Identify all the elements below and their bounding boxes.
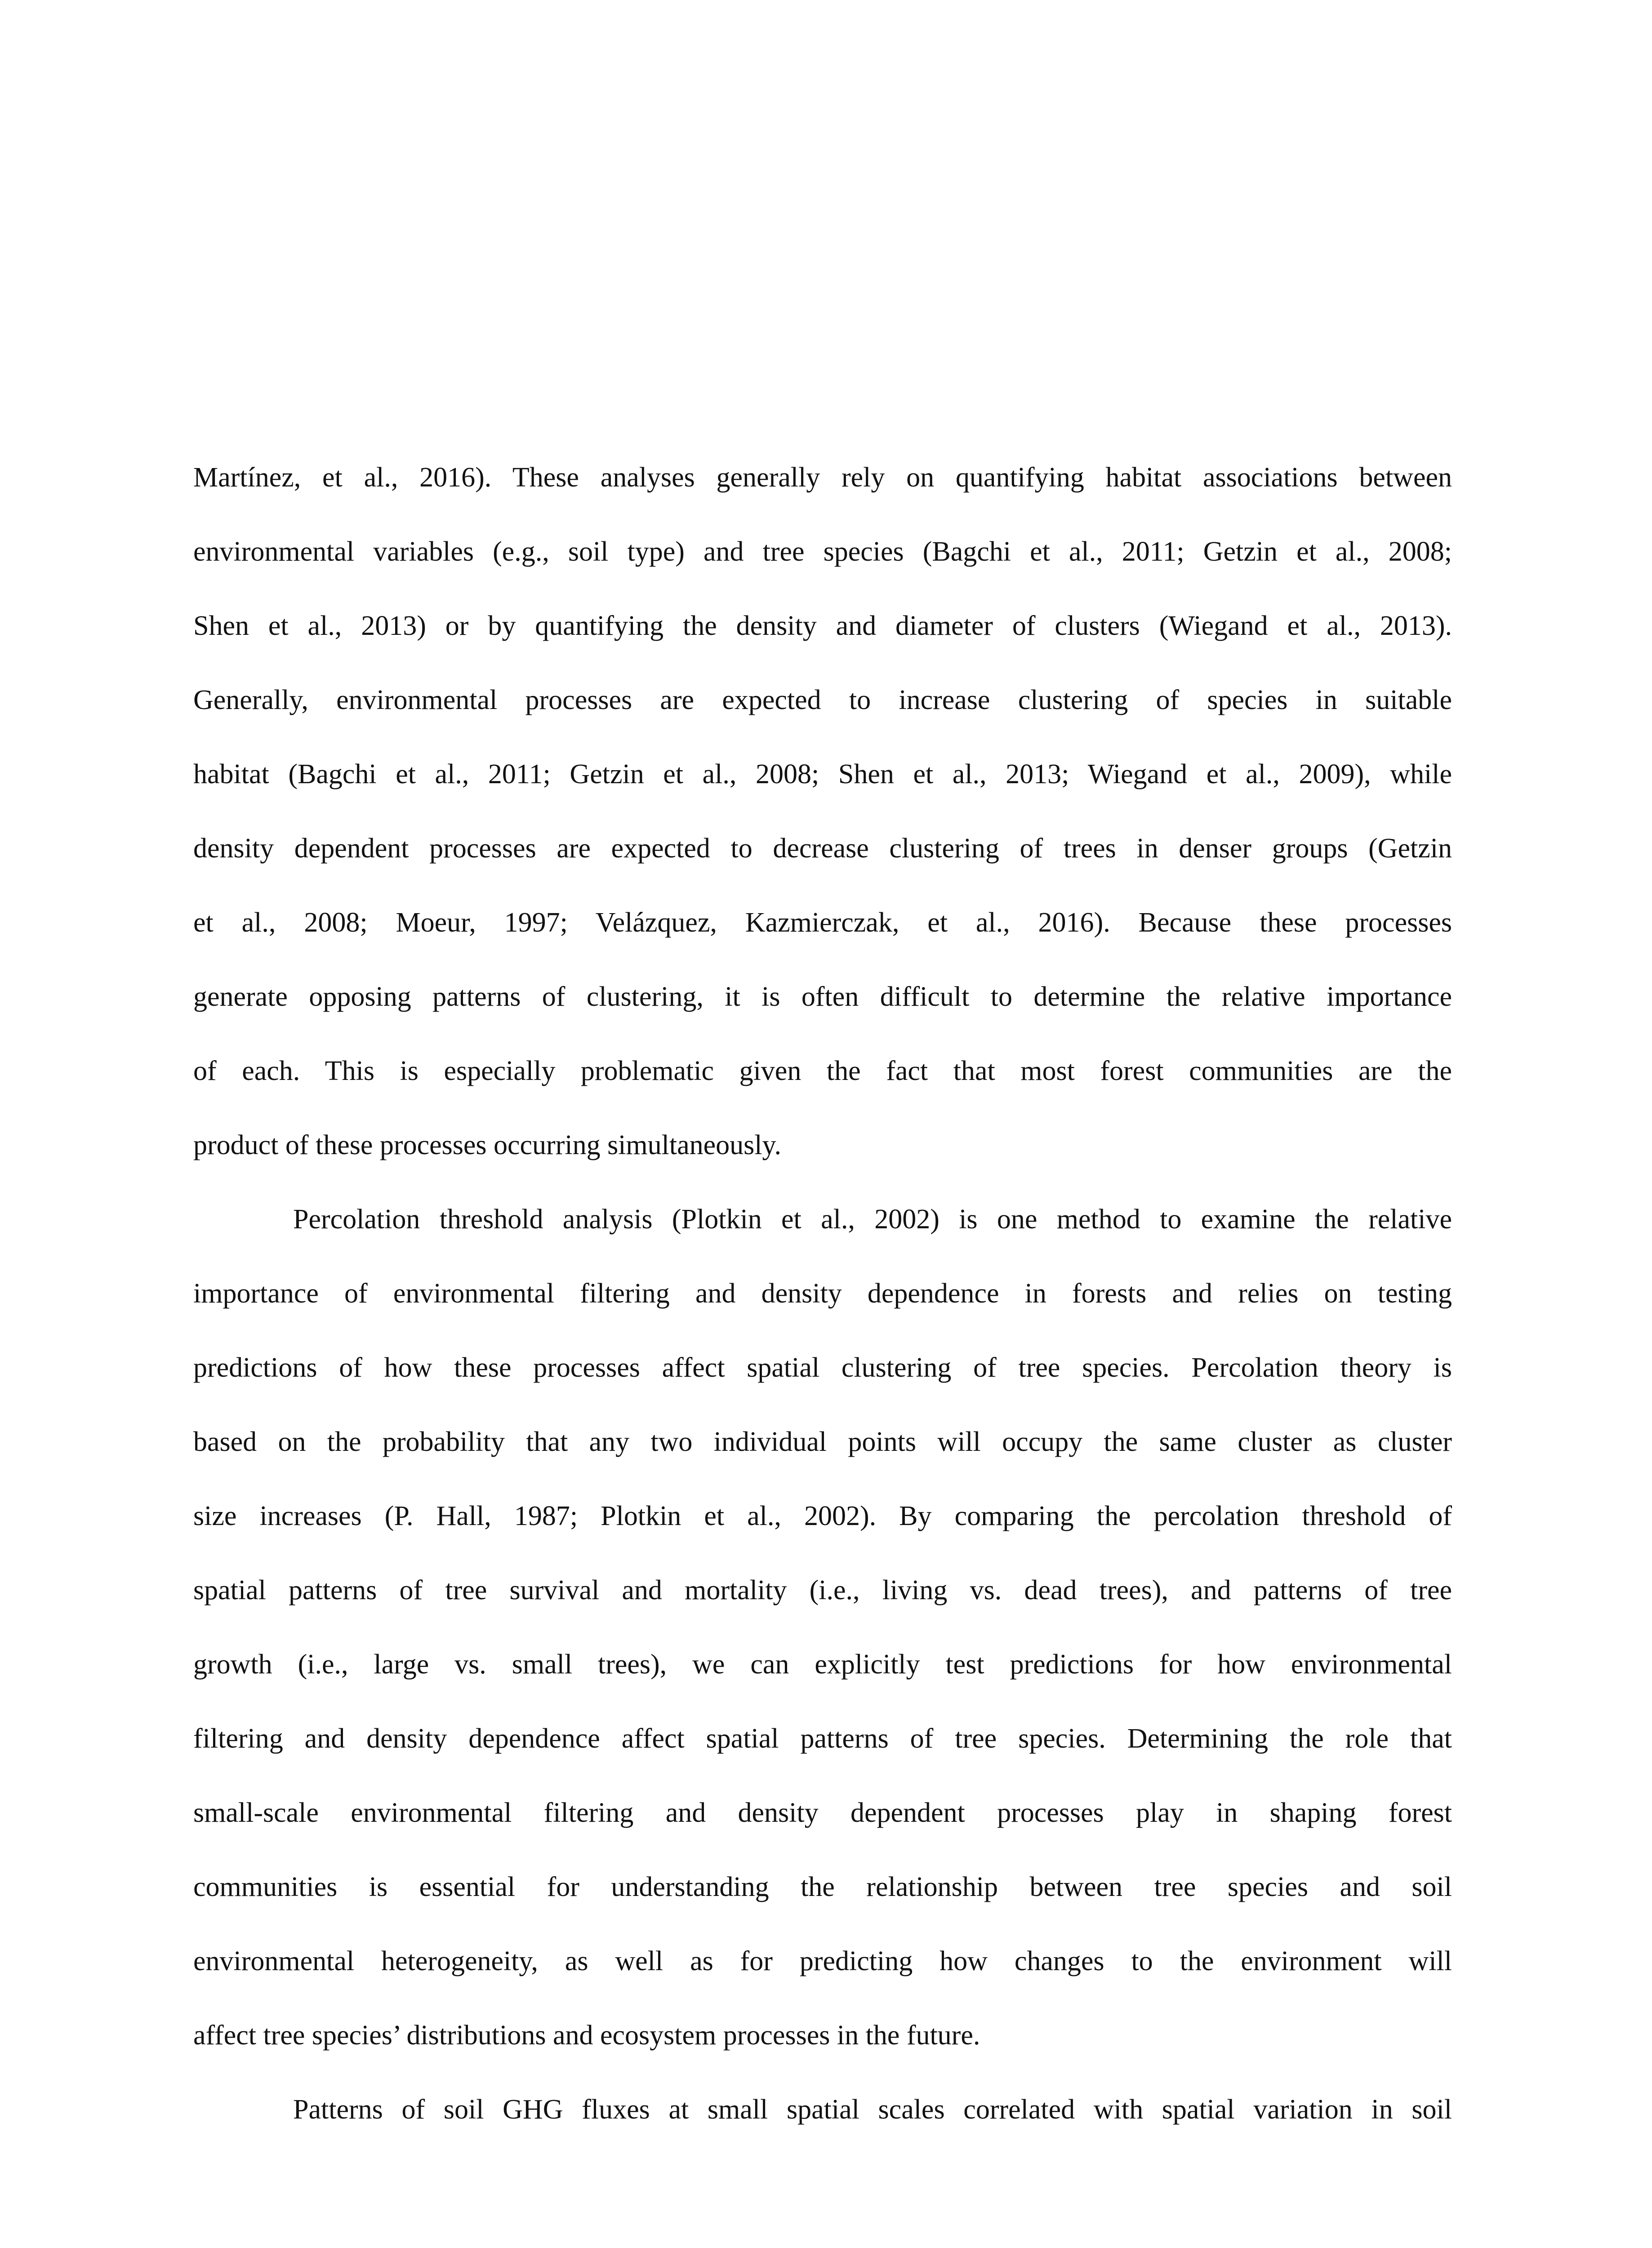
- text-line: environmental variables (e.g., soil type) and tree species (Bagchi et al., 2011; Getzin et al., 2008;: [193, 536, 1452, 567]
- text-line: Generally, environmental processes are expected to increase clustering of species in suitable: [193, 685, 1452, 715]
- text-line: Shen et al., 2013) or by quantifying the density and diameter of clusters (Wiegand et al., 2013).: [193, 611, 1452, 641]
- text-line: generate opposing patterns of clustering, it is often difficult to determine the relative importance: [193, 981, 1452, 1012]
- body-text: [193, 441, 1452, 2147]
- text-line: Martínez, et al., 2016). These analyses generally rely on quantifying habitat associations between: [193, 462, 1452, 493]
- text-line: small-scale environmental filtering and density dependent processes play in shaping forest: [193, 1798, 1452, 1828]
- text-line: importance of environmental filtering and density dependence in forests and relies on testing: [193, 1278, 1452, 1309]
- text-line: spatial patterns of tree survival and mortality (i.e., living vs. dead trees), and patterns of tree: [193, 1575, 1452, 1606]
- text-line: size increases (P. Hall, 1987; Plotkin et al., 2002). By comparing the percolation threshold of: [193, 1501, 1452, 1531]
- text-line: predictions of how these processes affect spatial clustering of tree species. Percolation theory is: [193, 1352, 1452, 1383]
- text-line: density dependent processes are expected to decrease clustering of trees in denser groups (Getzin: [193, 833, 1452, 864]
- text-line: Percolation threshold analysis (Plotkin et al., 2002) is one method to examine the relative: [293, 1204, 1452, 1235]
- text-line: communities is essential for understanding the relationship between tree species and soil: [193, 1872, 1452, 1902]
- text-line: based on the probability that any two individual points will occupy the same cluster as cluster: [193, 1427, 1452, 1457]
- text-line: of each. This is especially problematic given the fact that most forest communities are the: [193, 1056, 1452, 1086]
- text-line: product of these processes occurring simultaneously.: [193, 1130, 781, 1160]
- text-line: affect tree species’ distributions and ecosystem processes in the future.: [193, 2020, 980, 2051]
- text-line: habitat (Bagchi et al., 2011; Getzin et al., 2008; Shen et al., 2013; Wiegand et al., 2009), while: [193, 759, 1452, 789]
- text-line: Patterns of soil GHG fluxes at small spatial scales correlated with spatial variation in soil: [293, 2094, 1452, 2125]
- text-line: et al., 2008; Moeur, 1997; Velázquez, Kazmierczak, et al., 2016). Because these processes: [193, 907, 1452, 938]
- text-line: growth (i.e., large vs. small trees), we can explicitly test predictions for how environmental: [193, 1649, 1452, 1680]
- text-line: filtering and density dependence affect spatial patterns of tree species. Determining the role that: [193, 1723, 1452, 1754]
- text-line: environmental heterogeneity, as well as for predicting how changes to the environment will: [193, 1946, 1452, 1976]
